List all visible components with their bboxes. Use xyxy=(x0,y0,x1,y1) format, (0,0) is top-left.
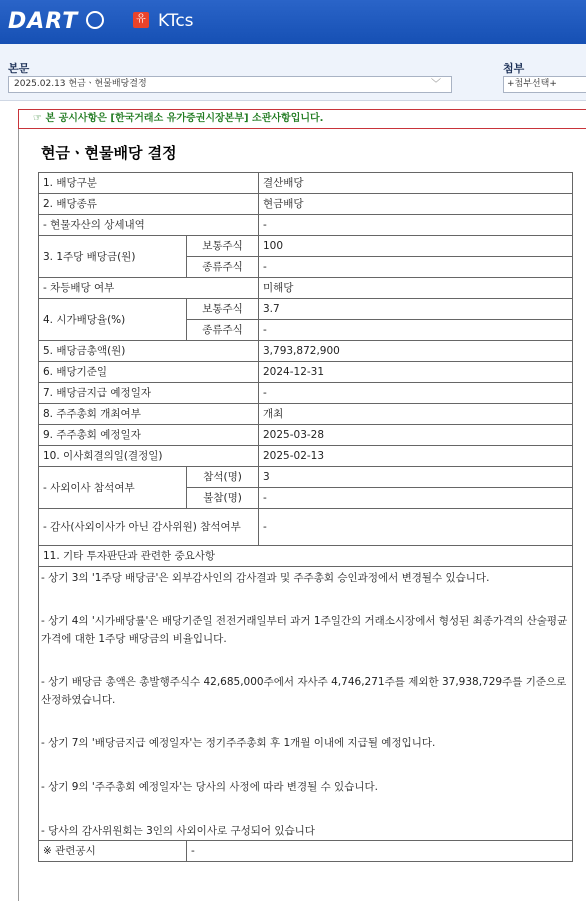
row-label: 6. 배당기준일 xyxy=(39,362,259,383)
main-doc-select[interactable] xyxy=(8,76,452,93)
row-value: 현금배당 xyxy=(259,194,573,215)
table-row xyxy=(39,841,573,862)
table-row xyxy=(39,278,573,299)
row-sublabel: 보통주식 xyxy=(187,299,259,320)
row-label: 2. 배당종류 xyxy=(39,194,259,215)
row-label: - 현물자산의 상세내역 xyxy=(39,215,259,236)
row-value: 미해당 xyxy=(259,278,573,299)
document-selector-bar xyxy=(0,44,586,100)
table-row xyxy=(39,425,573,446)
row-sublabel: 참석(명) xyxy=(187,467,259,488)
notes-cell xyxy=(39,567,573,841)
row-value: - xyxy=(187,841,573,862)
page-title: 현금ㆍ현물배당 결정 xyxy=(41,144,177,162)
main-doc-label: 본문 xyxy=(8,62,30,75)
chevron-down-icon: ﹀ xyxy=(431,79,441,90)
table-row xyxy=(39,341,573,362)
table-row xyxy=(39,194,573,215)
row-value: - xyxy=(259,488,573,509)
row-label: 11. 기타 투자판단과 관련한 중요사항 xyxy=(39,546,573,567)
attachment-label: 첨부 xyxy=(503,62,525,75)
row-value: 개최 xyxy=(259,404,573,425)
attachment-select-value: +첨부선택+ xyxy=(507,79,557,89)
table-row xyxy=(39,404,573,425)
top-header xyxy=(0,0,586,44)
row-value: 3,793,872,900 xyxy=(259,341,573,362)
jurisdiction-notice: ☞ 본 공시사항은 [한국거래소 유가증권시장본부] 소관사항입니다. xyxy=(18,109,586,129)
table-row xyxy=(39,215,573,236)
row-label: - 감사(사외이사가 아닌 감사위원) 참석여부 xyxy=(39,509,259,546)
note-2: - 상기 4의 '시가배당률'은 배당기준일 전전거래일부터 과거 1주일간의 거래소시장에서 형성된 최종가격의 산술평균가격에 대한 1주당 배당금의 비율입니다. xyxy=(41,615,568,645)
table-row xyxy=(39,362,573,383)
row-value: 100 xyxy=(259,236,573,257)
table-row xyxy=(39,299,573,320)
table-row xyxy=(39,446,573,467)
row-label: 10. 이사회결의일(결정일) xyxy=(39,446,259,467)
row-value: - xyxy=(259,257,573,278)
table-row xyxy=(39,546,573,567)
row-sublabel: 불참(명) xyxy=(187,488,259,509)
note-6: - 당사의 감사위원회는 3인의 사외이사로 구성되어 있습니다 xyxy=(41,825,315,837)
row-label: 4. 시가배당율(%) xyxy=(39,299,187,341)
row-label: - 차등배당 여부 xyxy=(39,278,259,299)
table-row xyxy=(39,173,573,194)
row-sublabel: 보통주식 xyxy=(187,236,259,257)
row-value: - xyxy=(259,509,573,546)
table-row xyxy=(39,567,573,841)
row-value: 2025-03-28 xyxy=(259,425,573,446)
note-1: - 상기 3의 '1주당 배당금'은 외부감사인의 감사결과 및 주주총회 승인과정에서 변경될수 있습니다. xyxy=(41,572,490,584)
table-row xyxy=(39,509,573,546)
row-label: ※ 관련공시 xyxy=(39,841,187,862)
row-label: - 사외이사 참석여부 xyxy=(39,467,187,509)
row-value: 3.7 xyxy=(259,299,573,320)
row-value: - xyxy=(259,320,573,341)
corp-type-badge: 유 xyxy=(133,12,149,28)
row-value: 2025-02-13 xyxy=(259,446,573,467)
table-row xyxy=(39,467,573,488)
row-value: 3 xyxy=(259,467,573,488)
note-5: - 상기 9의 '주주총회 예정일자'는 당사의 사정에 따라 변경될 수 있습니다. xyxy=(41,781,378,793)
attachment-select[interactable] xyxy=(503,76,586,93)
document-viewer[interactable] xyxy=(0,100,586,901)
row-value: 2024-12-31 xyxy=(259,362,573,383)
main-doc-select-value: 2025.02.13 현금ㆍ현물배당결정 xyxy=(14,79,147,89)
row-sublabel: 종류주식 xyxy=(187,257,259,278)
row-label: 9. 주주총회 예정일자 xyxy=(39,425,259,446)
note-3: - 상기 배당금 총액은 총발행주식수 42,685,000주에서 자사주 4,746,271주를 제외한 37,938,729주를 기준으로 산정하였습니다. xyxy=(41,676,567,706)
row-label: 1. 배당구분 xyxy=(39,173,259,194)
row-label: 3. 1주당 배당금(원) xyxy=(39,236,187,278)
dart-logo-mark-icon xyxy=(86,11,104,29)
row-label: 5. 배당금총액(원) xyxy=(39,341,259,362)
note-4: - 상기 7의 '배당금지급 예정일자'는 정기주주총회 후 1개월 이내에 지급될 예정입니다. xyxy=(41,737,436,749)
corp-name[interactable]: KTcs xyxy=(158,11,194,31)
table-row xyxy=(39,236,573,257)
row-value: 결산배당 xyxy=(259,173,573,194)
dart-logo[interactable]: DART xyxy=(8,9,79,34)
row-label: 7. 배당금지급 예정일자 xyxy=(39,383,259,404)
table-row xyxy=(39,383,573,404)
document-body xyxy=(18,129,586,901)
row-value: - xyxy=(259,215,573,236)
row-label: 8. 주주총회 개최여부 xyxy=(39,404,259,425)
row-value: - xyxy=(259,383,573,404)
disclosure-table xyxy=(38,172,573,862)
row-sublabel: 종류주식 xyxy=(187,320,259,341)
